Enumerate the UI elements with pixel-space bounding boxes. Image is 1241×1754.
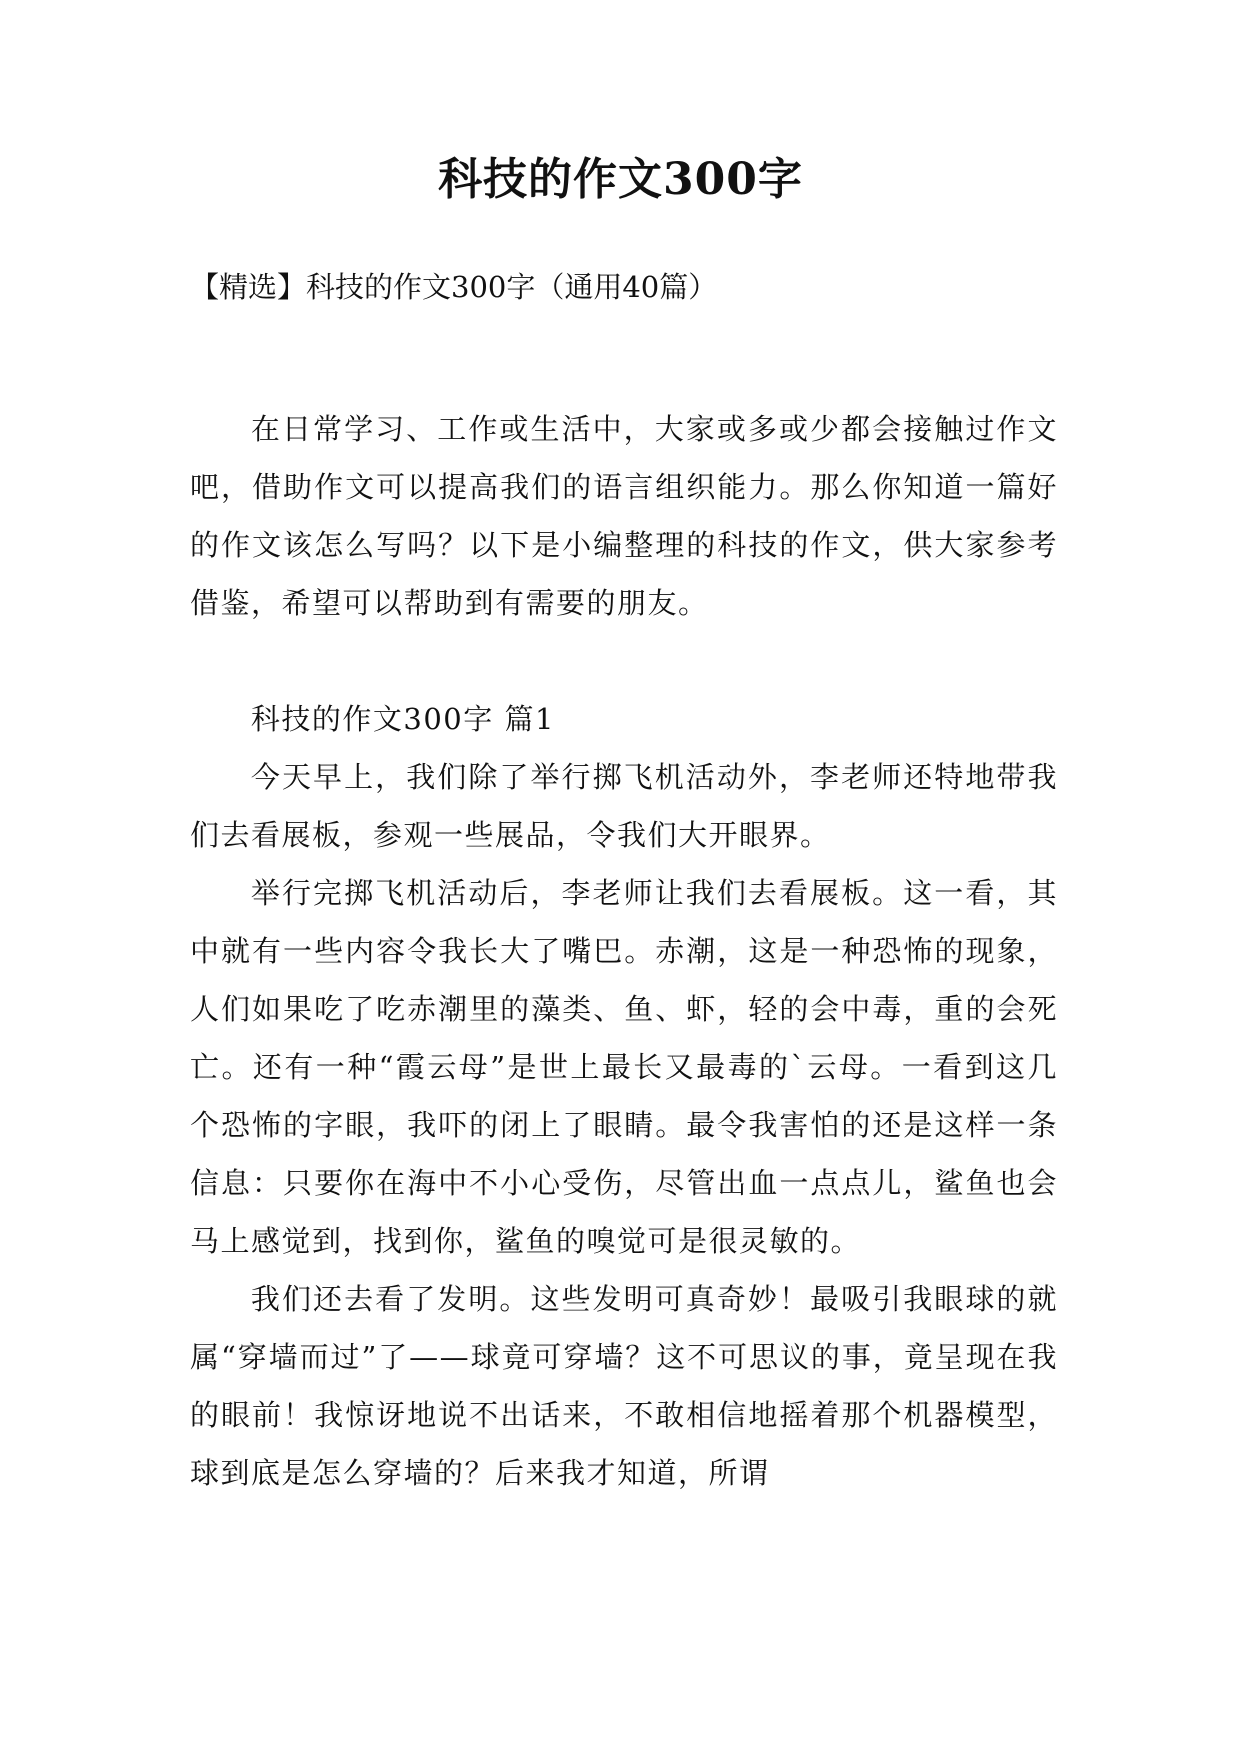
document-subtitle: 【精选】科技的作文300字（通用40篇） [190,270,718,304]
intro-paragraph: 在日常学习、工作或生活中，大家或多或少都会接触过作文吧，借助作文可以提高我们的语言组织能力。那么你知道一篇好的作文该怎么写吗？以下是小编整理的科技的作文，供大家参考借鉴，希望可以帮助到有需要的朋友。 [190,412,1058,620]
paragraph-gap [190,632,1058,690]
body-paragraph-1: 今天早上，我们除了举行掷飞机活动外，李老师还特地带我们去看展板，参观一些展品，令我们大开眼界。 [190,760,1058,852]
document-body [190,400,1058,1502]
body-paragraph-2: 举行完掷飞机活动后，李老师让我们去看展板。这一看，其中就有一些内容令我长大了嘴巴。赤潮，这是一种恐怖的现象，人们如果吃了吃赤潮里的藻类、鱼、虾，轻的会中毒，重的会死亡。还有一种“霞云母”是世上最长又最毒的`云母。一看到这几个恐怖的字眼，我吓的闭上了眼睛。最令我害怕的还是这样一条信息：只要你在海中不小心受伤，尽管出血一点点儿，鲨鱼也会马上感觉到，找到你，鲨鱼的嗅觉可是很灵敏的。 [190,876,1058,1258]
body-paragraph-3: 我们还去看了发明。这些发明可真奇妙！最吸引我眼球的就属“穿墙而过”了——球竟可穿墙？这不可思议的事，竟呈现在我的眼前！我惊讶地说不出话来，不敢相信地摇着那个机器模型，球到底是怎么穿墙的？后来我才知道，所谓 [190,1282,1058,1490]
section-heading: 科技的作文300字 篇1 [250,702,555,736]
document-title: 科技的作文300字 [438,154,803,205]
